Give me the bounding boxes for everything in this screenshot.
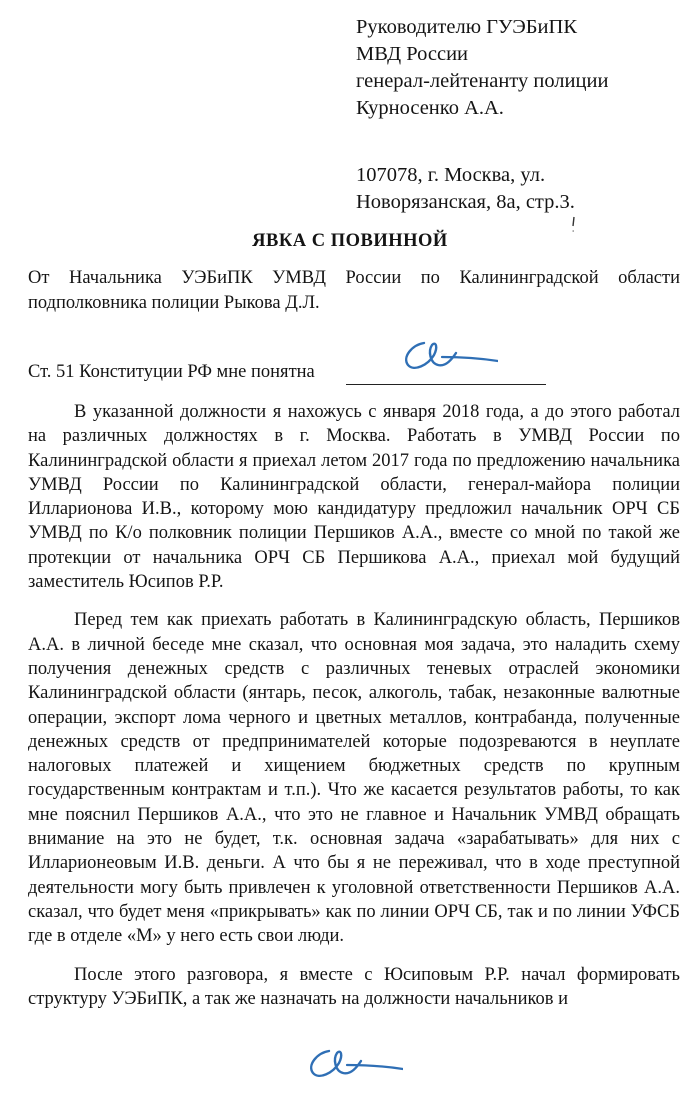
signature-line xyxy=(346,384,546,385)
address-line: 107078, г. Москва, ул. xyxy=(356,164,546,186)
addressee-line: Курносенко А.А. xyxy=(356,97,504,119)
paragraph: Перед тем как приехать работать в Калининградскую область, Першиков А.А. в личной беседе мне сказал, что основная моя задача, это наладить схему получения денежных средств с различных теневых отраслей экономики Калининградской области (янтарь, песок, алкоголь, табак, незаконные валютные операции, экспорт лома черного и цветных металлов, контрабанда, полученные денежных средств от предпринимателей которые подозреваются в неуплате налоговых платежей и хищением бюджетных средств по крупным государственным контрактам и т.п.). Что же касается результатов работы, то как мне пояснил Першиков А.А., что это не главное и Начальник УМВД обращать внимание на это не будет, т.к. основная задача «зарабатывать» для них с Илларионеовым И.В. деньги. А что бы я не переживал, что в ходе преступной деятельности могу быть привлечен к уголовной ответственности Першиков А.А. сказал, что будет меня «прикрывать» как по линии ОРЧ СБ, так и по линии УФСБ где в отделе «М» у него есть свои люди. xyxy=(28,610,680,947)
paragraph: В указанной должности я нахожусь с января 2018 года, а до этого работал на различных должностях в г. Москва. Работать в УМВД России по Калининградской области я приехал летом 2017 года по предложению начальника УМВД России по Калининградской области, генерал-майора полиции Илларионова И.В., которому мою кандидатуру предложил начальник ОРЧ СБ УМВД по К/о полковник полиции Першиков А.А., вместе со мной по такой же протекции от начальника ОРЧ СБ Першикова А.А., приехал мой будущий заместитель Юсипов Р.Р. xyxy=(28,402,680,593)
signature-bottom xyxy=(303,1043,403,1083)
from-line: От Начальника УЭБиПК УМВД России по Калининградской области подполковника полиции Рыкова Д.Л. xyxy=(28,268,680,313)
addressee-line: Руководителю ГУЭБиПК xyxy=(356,16,577,38)
addressee-line: МВД России xyxy=(356,43,469,65)
constitution-statement: Ст. 51 Конституции РФ мне понятна xyxy=(28,362,315,382)
paragraph: После этого разговора, я вместе с Юсиповым Р.Р. начал формировать структуру УЭБиПК, а так же назначать на должности начальников и xyxy=(28,964,680,1009)
document-title: ЯВКА С ПОВИННОЙ xyxy=(252,231,448,251)
signature xyxy=(398,335,498,375)
address-line: Новорязанская, 8а, стр.3. xyxy=(356,191,575,213)
statement-body xyxy=(28,400,680,1025)
addressee-spacer xyxy=(356,122,686,162)
addressee-block xyxy=(356,14,686,216)
addressee-line: генерал-лейтенанту полиции xyxy=(356,70,609,92)
